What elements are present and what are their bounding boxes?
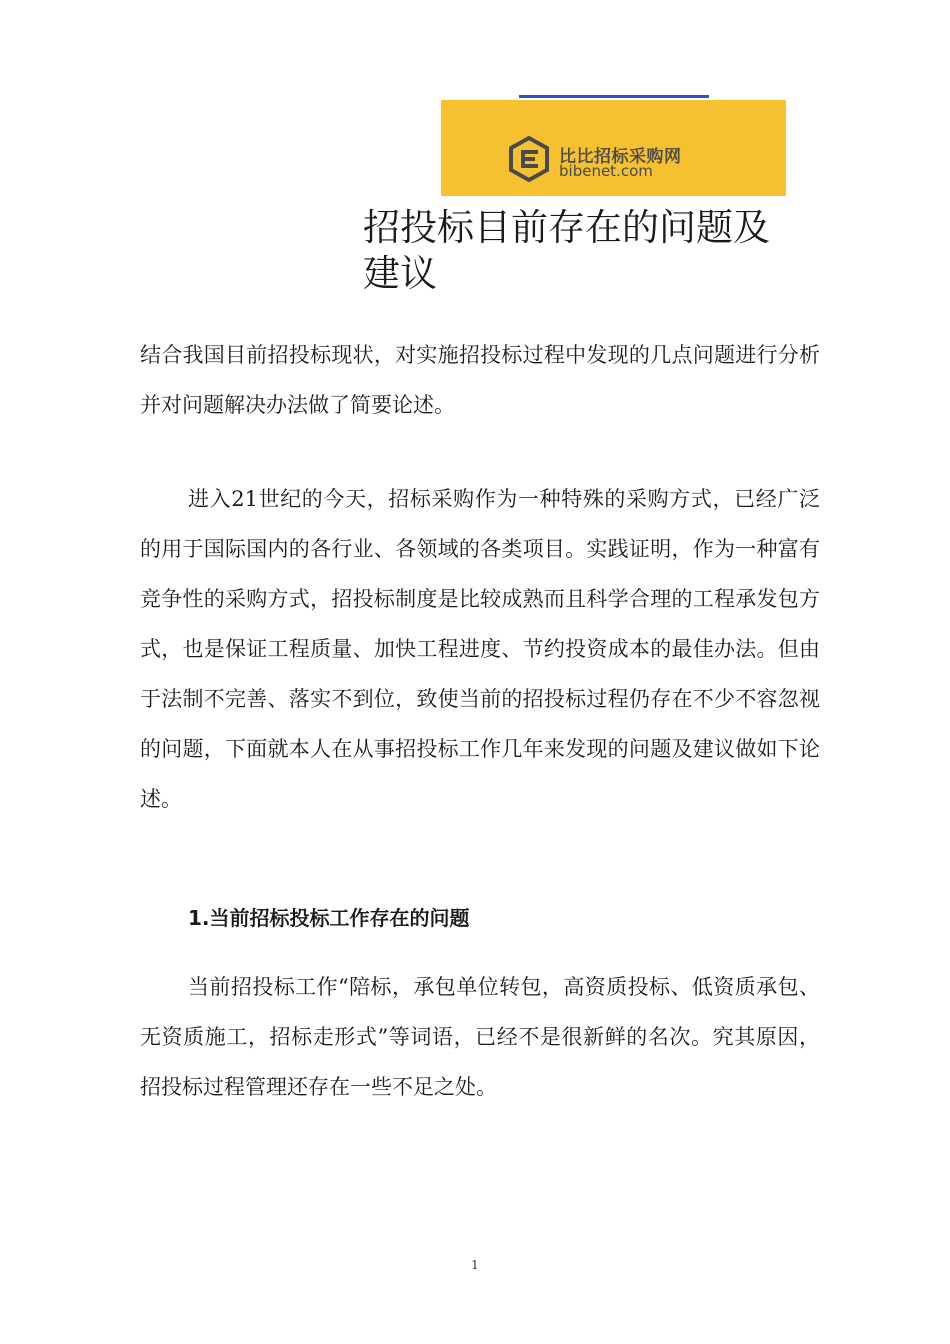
top-rule [519,95,709,98]
logo-banner [441,100,786,196]
logo-domain: bibenet.com [559,162,653,180]
hexagon-e-icon [509,136,549,182]
logo-name: 比比招标采购网 [559,147,682,167]
abstract-paragraph: 结合我国目前招投标现状，对实施招投标过程中发现的几点问题进行分析并对问题解决办法做了简要论述。 [140,343,820,417]
section-heading: 1.当前招标投标工作存在的问题 [188,906,470,930]
document-title: 招投标目前存在的问题及建议 [363,206,770,295]
page-number: 1 [471,1258,479,1272]
section-body-paragraph: 当前招投标工作“陪标，承包单位转包，高资质投标、低资质承包、无资质施工，招标走形式”等词语，已经不是很新鲜的名次。究其原因，招投标过程管理还存在一些不足之处。 [140,975,820,1099]
intro-paragraph: 进入21世纪的今天，招标采购作为一种特殊的采购方式，已经广泛的用于国际国内的各行业、各领域的各类项目。实践证明，作为一种富有竞争性的采购方式，招投标制度是比较成熟而且科学合理的工程承发包方式，也是保证工程质量、加快工程进度、节约投资成本的最佳办法。但由于法制不完善、落实不到位，致使当前的招投标过程仍存在不少不容忽视的问题，下面就本人在从事招投标工作几年来发现的问题及建议做如下论述。 [140,487,820,811]
